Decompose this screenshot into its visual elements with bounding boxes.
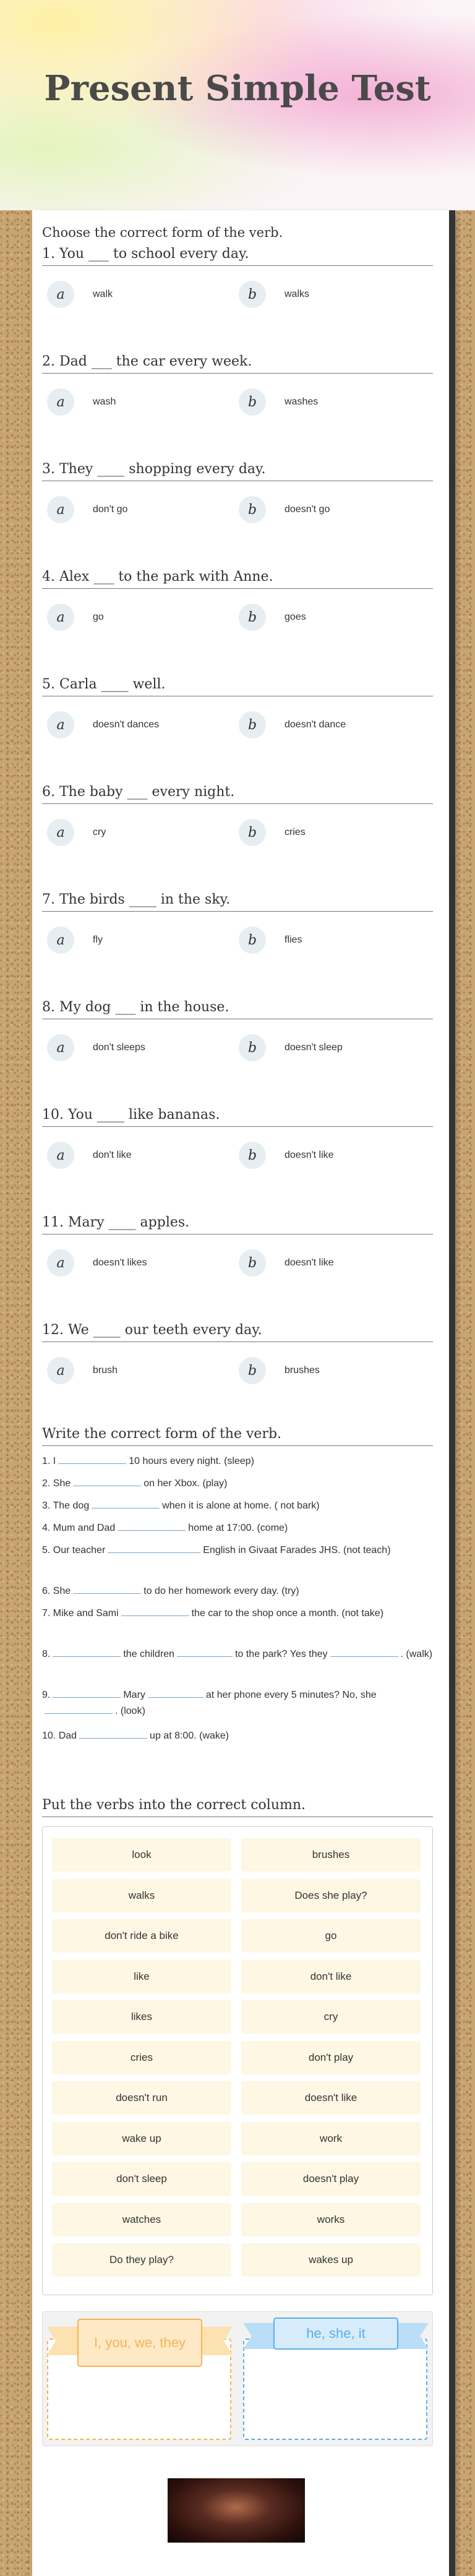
- answer-option-a[interactable]: [47, 496, 127, 523]
- answer-option-a[interactable]: [47, 926, 103, 954]
- option-badge-a: a: [47, 496, 74, 523]
- question-text: 8. My dog ___ in the house.: [42, 999, 433, 1019]
- question-text: 4. Alex ___ to the park with Anne.: [42, 569, 433, 589]
- option-label: doesn't dance: [285, 719, 346, 730]
- fill-line-7: 7. Mike and Sami the car to the shop once a month. (not take): [42, 1606, 433, 1622]
- answer-option-b[interactable]: [239, 604, 306, 631]
- verb-chip[interactable]: don't like: [241, 1960, 421, 1993]
- question-text: 11. Mary ____ apples.: [42, 1215, 433, 1235]
- fill-line-2: 2. She on her Xbox. (play): [42, 1476, 433, 1492]
- blank-input[interactable]: [53, 1647, 121, 1657]
- verb-chip[interactable]: look: [52, 1838, 231, 1872]
- verb-chip[interactable]: brushes: [241, 1838, 421, 1872]
- fill-line-5: 5. Our teacher English in Givaat Farades JHS. (not teach): [42, 1543, 433, 1559]
- answer-option-b[interactable]: [239, 926, 302, 954]
- option-badge-a: a: [47, 1142, 74, 1169]
- verb-chip[interactable]: wake up: [52, 2122, 231, 2155]
- answer-option-a[interactable]: [47, 281, 113, 308]
- answer-option-b[interactable]: [239, 1357, 320, 1384]
- verb-chip[interactable]: doesn't run: [52, 2081, 231, 2115]
- question-text: 1. You ___ to school every day.: [42, 246, 433, 266]
- video-thumbnail[interactable]: [168, 2478, 305, 2543]
- option-badge-a: a: [47, 604, 74, 631]
- verb-chip[interactable]: Do they play?: [52, 2243, 231, 2277]
- answer-option-a[interactable]: [47, 388, 116, 416]
- blank-input[interactable]: [45, 1704, 113, 1714]
- option-label: walk: [93, 289, 113, 299]
- fill-line-1: 1. I 10 hours every night. (sleep): [42, 1453, 433, 1470]
- option-badge-b: b: [239, 1142, 266, 1169]
- option-label: flies: [285, 935, 302, 945]
- answer-option-b[interactable]: [239, 496, 330, 523]
- question-text: 5. Carla ____ well.: [42, 677, 433, 696]
- verb-chip[interactable]: Does she play?: [241, 1879, 421, 1912]
- answer-option-a[interactable]: [47, 1142, 132, 1169]
- verb-chip[interactable]: don't sleep: [52, 2162, 231, 2196]
- part1-instruction: Choose the correct form of the verb.: [42, 225, 283, 240]
- option-label: doesn't like: [285, 1257, 334, 1268]
- page-title: Present Simple Test: [44, 68, 431, 109]
- verb-chip[interactable]: go: [241, 1919, 421, 1953]
- option-badge-b: b: [239, 1249, 266, 1277]
- option-label: cry: [93, 827, 106, 837]
- fill-line-10: 10. Dad up at 8:00. (wake): [42, 1728, 433, 1744]
- answer-option-b[interactable]: [239, 819, 306, 846]
- answer-option-b[interactable]: [239, 711, 346, 738]
- blank-input[interactable]: [330, 1647, 398, 1657]
- option-badge-b: b: [239, 1034, 266, 1061]
- option-badge-a: a: [47, 1249, 74, 1277]
- option-badge-a: a: [47, 819, 74, 846]
- verb-chip[interactable]: walks: [52, 1879, 231, 1912]
- option-badge-a: a: [47, 1034, 74, 1061]
- question-text: 2. Dad ___ the car every week.: [42, 354, 433, 374]
- answer-option-b[interactable]: [239, 1249, 334, 1277]
- blank-input[interactable]: [79, 1729, 147, 1739]
- verb-chip[interactable]: doesn't play: [241, 2162, 421, 2196]
- blank-input[interactable]: [118, 1521, 186, 1531]
- answer-option-a[interactable]: [47, 604, 104, 631]
- option-label: don't go: [93, 504, 128, 515]
- verb-chip[interactable]: doesn't like: [241, 2081, 421, 2115]
- blank-input[interactable]: [53, 1688, 121, 1698]
- fill-line-4: 4. Mum and Dad home at 17:00. (come): [42, 1520, 433, 1536]
- fill-line-6: 6. She to do her homework every day. (try): [42, 1583, 433, 1599]
- verb-chip[interactable]: like: [52, 1960, 231, 1993]
- question-text: 7. The birds ____ in the sky.: [42, 892, 433, 912]
- category-label-singular: he, she, it: [306, 2326, 366, 2341]
- blank-input[interactable]: [121, 1606, 189, 1616]
- option-label: goes: [285, 612, 306, 622]
- option-label: cries: [285, 827, 306, 837]
- option-badge-b: b: [239, 281, 266, 308]
- blank-input[interactable]: [108, 1543, 200, 1553]
- verb-chip[interactable]: cry: [241, 2000, 421, 2034]
- option-label: brush: [93, 1365, 118, 1376]
- option-label: doesn't dances: [93, 719, 160, 730]
- verb-chip[interactable]: works: [241, 2203, 421, 2236]
- option-label: doesn't go: [285, 504, 330, 515]
- answer-option-b[interactable]: [239, 388, 318, 416]
- blank-input[interactable]: [58, 1454, 126, 1464]
- verb-chip[interactable]: don't play: [241, 2041, 421, 2074]
- option-label: walks: [285, 289, 310, 299]
- option-badge-b: b: [239, 388, 266, 416]
- option-badge-a: a: [47, 711, 74, 738]
- blank-input[interactable]: [92, 1499, 160, 1508]
- answer-option-b[interactable]: [239, 1142, 334, 1169]
- option-badge-a: a: [47, 926, 74, 954]
- blank-input[interactable]: [73, 1476, 141, 1486]
- blank-input[interactable]: [73, 1584, 141, 1594]
- question-text: 10. You ____ like bananas.: [42, 1107, 433, 1127]
- option-label: brushes: [285, 1365, 320, 1376]
- blank-input[interactable]: [148, 1688, 203, 1698]
- option-badge-b: b: [239, 819, 266, 846]
- answer-option-a[interactable]: [47, 1034, 145, 1061]
- answer-option-b[interactable]: [239, 1034, 343, 1061]
- part3-instruction: Put the verbs into the correct column.: [42, 1797, 433, 1817]
- blank-input[interactable]: [177, 1647, 233, 1657]
- option-badge-b: b: [239, 926, 266, 954]
- option-label: wash: [93, 396, 116, 407]
- option-badge-b: b: [239, 711, 266, 738]
- option-label: go: [93, 612, 104, 622]
- category-label-plural: I, you, we, they: [94, 2335, 186, 2350]
- verb-chip[interactable]: work: [241, 2122, 421, 2155]
- option-badge-a: a: [47, 281, 74, 308]
- verb-chip[interactable]: watches: [52, 2203, 231, 2236]
- verb-chip[interactable]: don't ride a bike: [52, 1919, 231, 1953]
- option-badge-b: b: [239, 1357, 266, 1384]
- fill-line-9: 9. Mary at her phone every 5 minutes? No, she. (look): [42, 1687, 433, 1719]
- fill-line-8: 8. the children to the park? Yes they . (walk): [42, 1646, 433, 1662]
- option-label: doesn't sleep: [285, 1042, 343, 1053]
- option-label: fly: [93, 935, 103, 945]
- question-text: 3. They ____ shopping every day.: [42, 461, 433, 481]
- option-badge-a: a: [47, 1357, 74, 1384]
- verb-chip[interactable]: wakes up: [241, 2243, 421, 2277]
- answer-option-a[interactable]: [47, 1249, 147, 1277]
- question-text: 12. We ____ our teeth every day.: [42, 1322, 433, 1342]
- answer-option-b[interactable]: [239, 281, 309, 308]
- option-badge-b: b: [239, 604, 266, 631]
- question-text: 6. The baby ___ every night.: [42, 784, 433, 804]
- option-label: doesn't like: [285, 1150, 334, 1160]
- option-badge-a: a: [47, 388, 74, 416]
- verb-chip[interactable]: cries: [52, 2041, 231, 2074]
- answer-option-a[interactable]: [47, 819, 106, 846]
- answer-option-a[interactable]: [47, 1357, 118, 1384]
- option-label: doesn't likes: [93, 1257, 147, 1268]
- verb-chip[interactable]: likes: [52, 2000, 231, 2034]
- option-label: don't like: [93, 1150, 132, 1160]
- option-badge-b: b: [239, 496, 266, 523]
- answer-option-a[interactable]: [47, 711, 159, 738]
- option-label: don't sleeps: [93, 1042, 145, 1053]
- option-label: washes: [285, 396, 319, 407]
- fill-line-3: 3. The dog when it is alone at home. ( not bark): [42, 1498, 433, 1514]
- part2-instruction: Write the correct form of the verb.: [42, 1426, 433, 1446]
